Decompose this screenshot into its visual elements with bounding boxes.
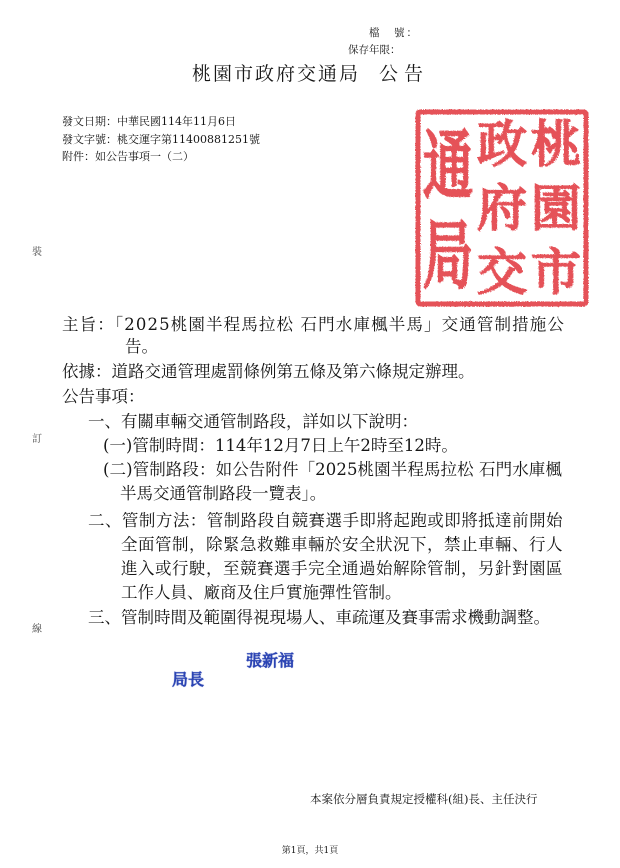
file-number-label: 檔 號： [369, 27, 419, 39]
seal-char: 政 [477, 114, 527, 174]
item-3-line: 三、管制時間及範圍得視現場人、車疏運及賽事需求機動調整。 [88, 608, 550, 627]
subject-line: 主旨：「2025桃園半程馬拉松 石門水庫楓半馬」交通管制措施公 [62, 315, 565, 334]
item-1-line: 一、有關車輛交通管制路段，詳如以下說明： [88, 412, 418, 431]
approval-note: 本案依分層負責規定授權科(組)長、主任決行 [310, 792, 538, 806]
document-number: 發文字號：桃交運字第11400881251號 [62, 133, 260, 146]
page-number: 第1頁，共1頁 [281, 846, 339, 856]
subitem-2-line: 半馬交通管制路段一覽表」。 [120, 484, 327, 503]
item-2-line: 全面管制，除緊急救難車輛於安全狀況下，禁止車輛、行人 [121, 535, 563, 554]
binding-mark: 裝 [32, 247, 42, 258]
item-2-line: 二、管制方法：管制路段自競賽選手即將起跑或即將抵達前開始 [88, 511, 563, 530]
seal-char: 府 [477, 178, 527, 238]
binding-mark: 訂 [32, 434, 42, 445]
item-2-line: 工作人員、廠商及住戶實施彈性管制。 [121, 583, 402, 602]
seal-char: 市 [531, 242, 581, 302]
seal-char: 桃 [531, 114, 581, 174]
seal-char: 園 [531, 178, 581, 238]
items-heading: 公告事項： [62, 387, 145, 406]
subitem-2-line: (二)管制路段：如公告附件「2025桃園半程馬拉松 石門水庫楓 [103, 460, 562, 479]
signature-title: 局長 [172, 670, 205, 689]
basis-line: 依據：道路交通管理處罰條例第五條及第六條規定辦理。 [62, 362, 475, 381]
signature-name: 張新福 [246, 651, 295, 670]
binding-mark: 線 [32, 624, 42, 635]
seal-char: 交 [477, 242, 527, 302]
subitem-1-line: (一)管制時間：114年12月7日上午2時至12時。 [103, 436, 458, 455]
document-type-title: 公告 [379, 63, 430, 85]
seal-char: 通 [423, 121, 473, 211]
issue-date: 發文日期：中華民國114年11月6日 [62, 115, 236, 128]
agency-title: 桃園市政府交通局 [192, 63, 361, 85]
official-seal [414, 108, 590, 308]
subject-line: 告。 [125, 337, 158, 356]
seal-char: 局 [423, 211, 473, 301]
retention-period-label: 保存年限： [348, 44, 401, 56]
item-2-line: 進入或行駛，至競賽選手完全通過始解除管制，另針對園區 [121, 559, 563, 578]
attachment-note: 附件：如公告事項一（二） [62, 150, 194, 163]
